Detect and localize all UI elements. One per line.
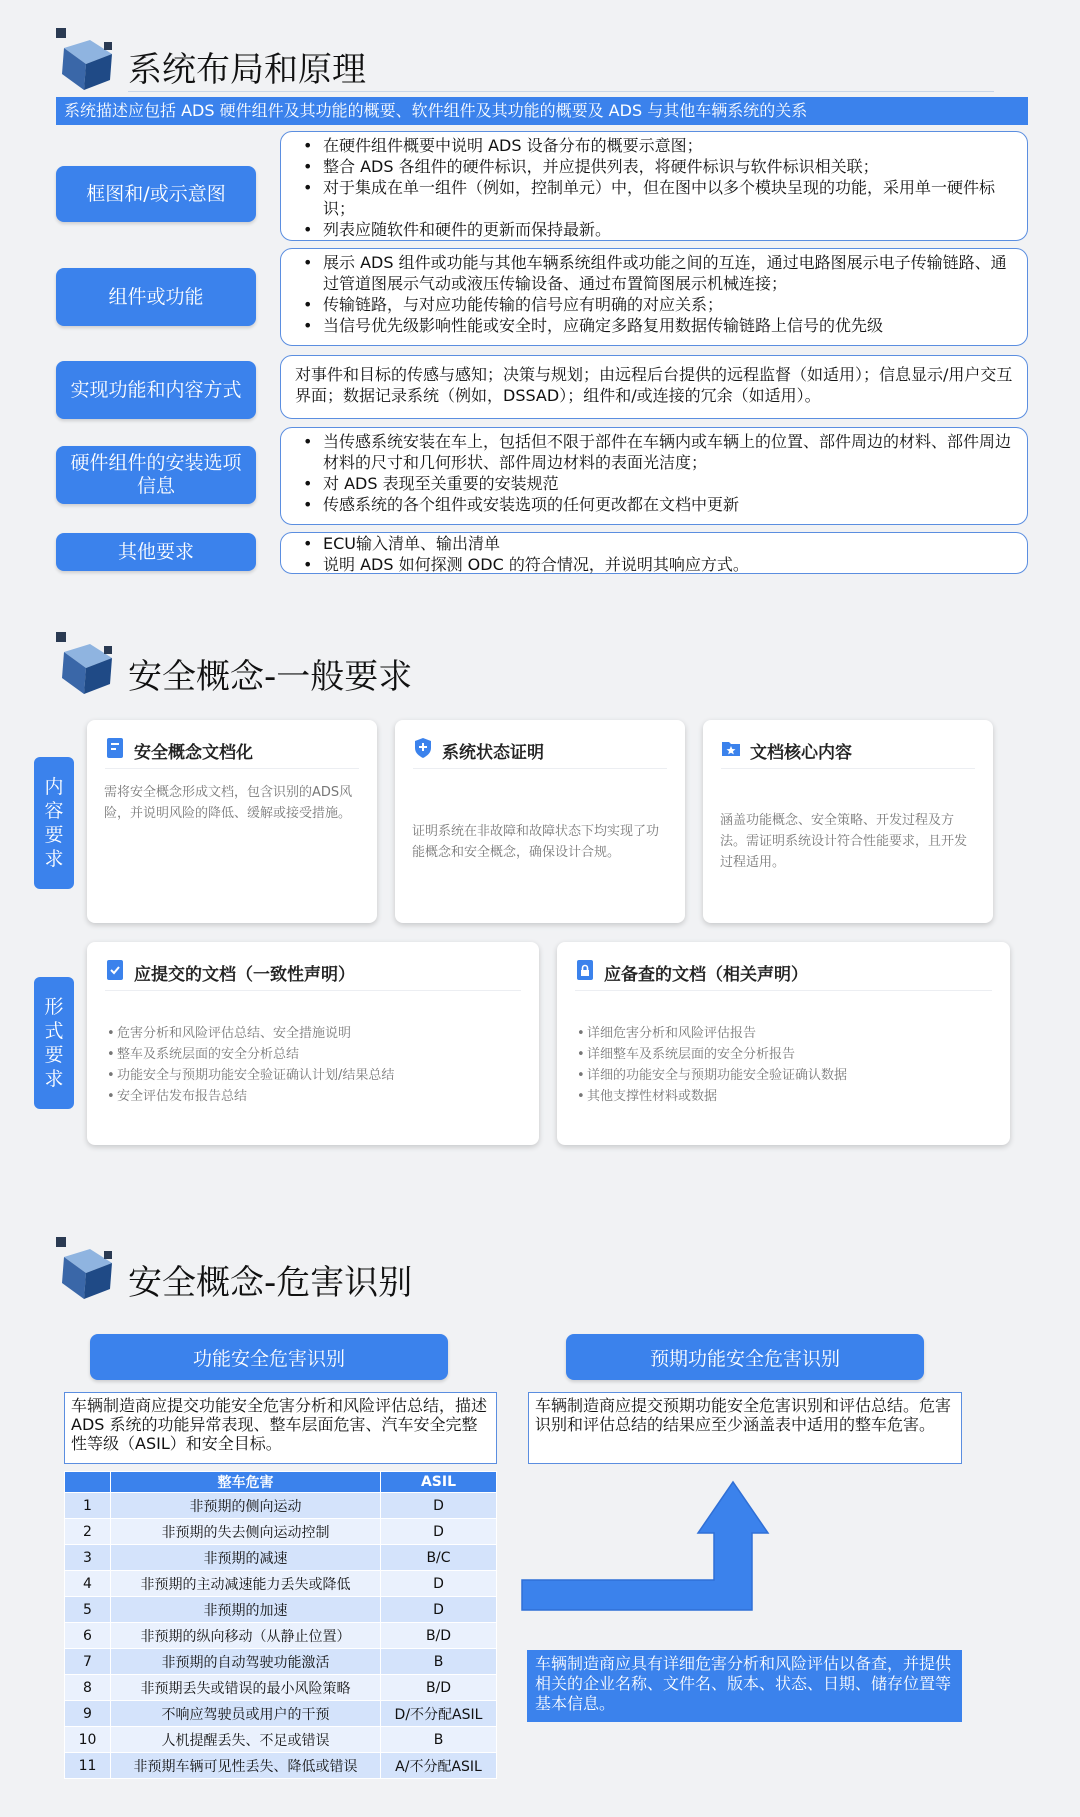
card-text: 涵盖功能概念、安全策略、开发过程及方法。需证明系统设计符合性能要求，且开发过程适用。 bbox=[720, 813, 968, 870]
row-box-other bbox=[280, 532, 1028, 574]
tab-label: 形式要求 bbox=[44, 996, 64, 1090]
table-cell: A/不分配ASIL bbox=[381, 1753, 497, 1779]
card-title: 系统状态证明 bbox=[442, 743, 544, 763]
table-row bbox=[65, 1623, 497, 1649]
list-item: • 当传感系统安装在车上，包括但不限于部件在车辆内或车辆上的位置、部件周边的材料、部件周边材料的尺寸和几何形状、部件周边材料的表面光洁度； bbox=[295, 431, 1015, 473]
row-label-installation: 硬件组件的安装选项信息 bbox=[56, 446, 256, 504]
card-list bbox=[577, 1023, 992, 1107]
layout-banner: 系统描述应包括 ADS 硬件组件及其功能的概要、软件组件及其功能的概要及 ADS 与其他车辆系统的关系 bbox=[56, 97, 1028, 125]
row-box-implementation: 对事件和目标的传感与感知；决策与规划；由远程后台提供的远程监督（如适用）；信息显示/用户交互界面；数据记录系统（例如，DSSAD）；组件和/或连接的冗余（如适用）。 bbox=[280, 355, 1028, 419]
cube-logo-icon bbox=[54, 1237, 116, 1299]
hazard-table bbox=[64, 1471, 497, 1779]
list-item: • 当信号优先级影响性能或安全时，应确定多路复用数据传输链路上信号的优先级 bbox=[295, 315, 1015, 336]
list-item: • ECU输入清单、输出清单 bbox=[295, 533, 1015, 554]
list-item: • 详细危害分析和风险评估报告 bbox=[577, 1023, 992, 1044]
list-item: • 在硬件组件概要中说明 ADS 设备分布的概要示意图； bbox=[295, 135, 1015, 156]
table-row bbox=[65, 1727, 497, 1753]
table-cell: 4 bbox=[65, 1571, 111, 1597]
table-row bbox=[65, 1493, 497, 1519]
fs-hazard-title: 功能安全危害识别 bbox=[90, 1334, 448, 1380]
table-cell: D bbox=[381, 1597, 497, 1623]
tab-form-requirements bbox=[34, 977, 74, 1109]
card-title: 应提交的文档（一致性声明） bbox=[134, 965, 355, 985]
folder-star-icon bbox=[721, 737, 741, 759]
table-cell: B bbox=[381, 1727, 497, 1753]
list-item: • 对 ADS 表现至关重要的安装规范 bbox=[295, 473, 1015, 494]
table-row bbox=[65, 1597, 497, 1623]
table-cell: D bbox=[381, 1493, 497, 1519]
shield-icon bbox=[413, 737, 433, 759]
flow-arrow-icon bbox=[520, 1478, 800, 1613]
table-cell: 2 bbox=[65, 1519, 111, 1545]
table-cell: 非预期丢失或错误的最小风险策略 bbox=[111, 1675, 381, 1701]
document-icon bbox=[105, 737, 125, 759]
table-cell: 非预期的自动驾驶功能激活 bbox=[111, 1649, 381, 1675]
card-text: 证明系统在非故障和故障状态下均实现了功能概念和安全概念，确保设计合规。 bbox=[412, 824, 660, 860]
card-title: 文档核心内容 bbox=[750, 743, 852, 763]
list-item: • 传感系统的各个组件或安装选项的任何更改都在文档中更新 bbox=[295, 494, 1015, 515]
card-system-state bbox=[395, 720, 685, 923]
list-item: • 整合 ADS 各组件的硬件标识，并应提供列表，将硬件标识与软件标识相关联； bbox=[295, 156, 1015, 177]
list-item: • 说明 ADS 如何探测 ODC 的符合情况，并说明其响应方式。 bbox=[295, 554, 1015, 575]
sotif-hazard-text: 车辆制造商应提交预期功能安全危害识别和评估总结。危害识别和评估总结的结果应至少涵盖表中适用的整车危害。 bbox=[528, 1392, 962, 1464]
table-cell: D/不分配ASIL bbox=[381, 1701, 497, 1727]
table-cell: 非预期的侧向运动 bbox=[111, 1493, 381, 1519]
table-cell: 非预期的加速 bbox=[111, 1597, 381, 1623]
sotif-hazard-title: 预期功能安全危害识别 bbox=[566, 1334, 924, 1380]
table-cell: 非预期的减速 bbox=[111, 1545, 381, 1571]
list-item: • 安全评估发布报告总结 bbox=[107, 1086, 521, 1107]
section-title-safety-general: 安全概念-一般要求 bbox=[128, 657, 413, 697]
table-row bbox=[65, 1649, 497, 1675]
list-item: • 整车及系统层面的安全分析总结 bbox=[107, 1044, 521, 1065]
table-cell: B/C bbox=[381, 1545, 497, 1571]
row-label-diagram: 框图和/或示意图 bbox=[56, 166, 256, 222]
card-title: 安全概念文档化 bbox=[134, 743, 253, 763]
table-row bbox=[65, 1545, 497, 1571]
table-cell: 11 bbox=[65, 1753, 111, 1779]
section-title-layout: 系统布局和原理 bbox=[128, 50, 366, 90]
card-safety-doc bbox=[87, 720, 377, 923]
table-row bbox=[65, 1571, 497, 1597]
fs-hazard-text: 车辆制造商应提交功能安全危害分析和风险评估总结，描述 ADS 系统的功能异常表现、整车层面危害、汽车安全完整性等级（ASIL）和安全目标。 bbox=[64, 1392, 497, 1464]
table-row bbox=[65, 1701, 497, 1727]
reference-note: 车辆制造商应具有详细危害分析和风险评估以备查，并提供相关的企业名称、文件名、版本、状态、日期、储存位置等基本信息。 bbox=[527, 1650, 962, 1722]
table-header-row bbox=[65, 1472, 497, 1493]
table-cell: 6 bbox=[65, 1623, 111, 1649]
card-title: 应备查的文档（相关声明） bbox=[604, 965, 808, 985]
card-doc-core bbox=[703, 720, 993, 923]
table-header bbox=[65, 1472, 111, 1493]
card-reference-docs bbox=[557, 942, 1010, 1145]
row-label-other: 其他要求 bbox=[56, 533, 256, 571]
table-header: 整车危害 bbox=[111, 1472, 381, 1493]
table-cell: B/D bbox=[381, 1623, 497, 1649]
table-cell: 非预期的主动减速能力丢失或降低 bbox=[111, 1571, 381, 1597]
table-cell: 1 bbox=[65, 1493, 111, 1519]
row-box-installation bbox=[280, 427, 1028, 525]
table-cell: B bbox=[381, 1649, 497, 1675]
cube-logo-icon bbox=[54, 28, 116, 90]
table-row bbox=[65, 1519, 497, 1545]
list-item: • 详细整车及系统层面的安全分析报告 bbox=[577, 1044, 992, 1065]
table-cell: D bbox=[381, 1571, 497, 1597]
list-item: • 详细的功能安全与预期功能安全验证确认数据 bbox=[577, 1065, 992, 1086]
table-cell: D bbox=[381, 1519, 497, 1545]
table-cell: 3 bbox=[65, 1545, 111, 1571]
row-label-implementation: 实现功能和内容方式 bbox=[56, 361, 256, 419]
table-header: ASIL bbox=[381, 1472, 497, 1493]
table-cell: 非预期的纵向移动（从静止位置） bbox=[111, 1623, 381, 1649]
tab-content-requirements bbox=[34, 757, 74, 889]
section-title-hazard: 安全概念-危害识别 bbox=[128, 1263, 413, 1303]
table-cell: 7 bbox=[65, 1649, 111, 1675]
table-cell: 非预期的失去侧向运动控制 bbox=[111, 1519, 381, 1545]
list-item: • 其他支撑性材料或数据 bbox=[577, 1086, 992, 1107]
document-lock-icon bbox=[575, 959, 595, 981]
table-cell: 9 bbox=[65, 1701, 111, 1727]
list-item: • 功能安全与预期功能安全验证确认计划/结果总结 bbox=[107, 1065, 521, 1086]
section-divider bbox=[128, 91, 994, 92]
table-row bbox=[65, 1753, 497, 1779]
card-text: 需将安全概念形成文档，包含识别的ADS风险，并说明风险的降低、缓解或接受措施。 bbox=[104, 785, 353, 821]
list-item: • 危害分析和风险评估总结、安全措施说明 bbox=[107, 1023, 521, 1044]
card-submitted-docs bbox=[87, 942, 539, 1145]
card-list bbox=[107, 1023, 521, 1107]
tab-label: 内容要求 bbox=[44, 776, 64, 870]
list-item: • 对于集成在单一组件（例如，控制单元）中，但在图中以多个模块呈现的功能，采用单一硬件标识； bbox=[295, 177, 1015, 219]
row-label-components: 组件或功能 bbox=[56, 268, 256, 326]
row-box-components bbox=[280, 248, 1028, 346]
table-cell: 5 bbox=[65, 1597, 111, 1623]
list-item: • 传输链路，与对应功能传输的信号应有明确的对应关系； bbox=[295, 294, 1015, 315]
table-cell: 不响应驾驶员或用户的干预 bbox=[111, 1701, 381, 1727]
document-check-icon bbox=[105, 959, 125, 981]
list-item: • 展示 ADS 组件或功能与其他车辆系统组件或功能之间的互连，通过电路图展示电子传输链路、通过管道图展示气动或液压传输设备、通过布置简图展示机械连接； bbox=[295, 252, 1015, 294]
row-box-diagram bbox=[280, 131, 1028, 241]
table-cell: 10 bbox=[65, 1727, 111, 1753]
table-cell: 非预期车辆可见性丢失、降低或错误 bbox=[111, 1753, 381, 1779]
table-row bbox=[65, 1675, 497, 1701]
list-item: • 列表应随软件和硬件的更新而保持最新。 bbox=[295, 219, 1015, 240]
table-cell: 人机提醒丢失、不足或错误 bbox=[111, 1727, 381, 1753]
table-cell: B/D bbox=[381, 1675, 497, 1701]
table-cell: 8 bbox=[65, 1675, 111, 1701]
cube-logo-icon bbox=[54, 632, 116, 694]
